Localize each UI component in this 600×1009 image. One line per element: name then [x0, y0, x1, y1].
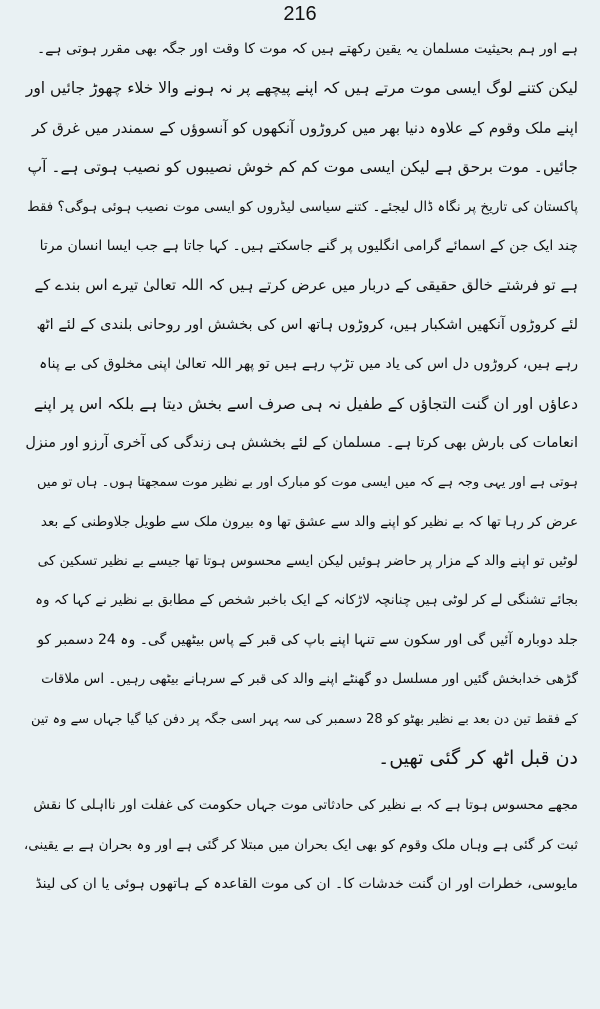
paragraph — [22, 786, 578, 904]
text-line: لوٹیں تو اپنے والد کے مزار پر حاضر ہوئیں لیکن ایسے محسوس ہوتا تھا جیسے بے نظیر تسکین کی — [37, 553, 578, 570]
text-line: رہے ہیں، کروڑوں دل اس کی یاد میں تڑپ رہے ہیں تو پھر اللہ تعالیٰ اپنی مخلوق کی بے پناہ — [39, 356, 578, 373]
paragraph — [22, 30, 578, 778]
text-line: اپنے ملک وقوم کے علاوہ دنیا بھر میں کروڑوں آنکھوں کو آنسوؤں کے سمندر میں غرق کر — [31, 118, 578, 137]
page-number: 216 — [283, 3, 317, 25]
text-line: ثبت کر گئی ہے وہاں ملک وقوم کو بھی ایک بحران میں مبتلا کر گئی ہے اور وہ بحران ہے بے یقینی، — [23, 836, 578, 853]
text-line: دن قبل اٹھ کر گئی تھیں۔ — [378, 747, 578, 770]
text-line: دعاؤں اور ان گنت التجاؤں کے طفیل نہ ہی صرف اسے بخش دیتا ہے بلکہ اس پر اپنے — [33, 394, 578, 413]
text-line: ہوتی ہے اور یہی وجہ ہے کہ میں ایسی موت کو مبارک اور بے نظیر موت سمجھتا ہوں۔ ہاں تو میں — [36, 475, 578, 491]
text-line: کے فقط تین دن بعد بے نظیر بھٹو کو 28 دسمبر کی سہ پہر اسی جگہ پر دفن کیا گیا جہاں سے وہ تین — [30, 711, 578, 727]
text-line: چند ایک جن کے اسمائے گرامی انگلیوں پر گنے جاسکتے ہیں۔ کہا جاتا ہے جب ایسا انسان مرتا — [39, 237, 578, 254]
text-line: انعامات کی بارش بھی کرتا ہے۔ مسلمان کے لئے بخشش ہی زندگی کی آخری آرزو اور منزل — [25, 434, 578, 451]
text-line: بجائے تشنگی لے کر لوٹی ہیں چنانچہ لاڑکانہ کے ایک باخبر شخص کے مطابق بے نظیر نے کہا کہ وہ — [35, 592, 578, 609]
text-line: جلد دوبارہ آئیں گی اور سکون سے تنہا اپنے باپ کی قبر کے پاس بیٹھیں گی۔ وہ 24 دسمبر کو — [37, 631, 578, 648]
text-line: مایوسی، خطرات اور ان گنت خدشات کا۔ ان کی موت القاعدہ کے ہاتھوں ہوئی یا ان کی لینڈ — [35, 876, 578, 893]
text-line: پاکستان کی تاریخ پر نگاہ ڈال لیجئے۔ کتنے سیاسی لیڈروں کو ایسی موت نصیب ہوئی ہوگی؟ فقط — [27, 198, 578, 215]
text-line: ہے اور ہم بحیثیت مسلمان یہ یقین رکھتے ہیں کہ موت کا وقت اور جگہ بھی مقرر ہوتی ہے۔ — [36, 41, 578, 57]
paragraph-gap — [22, 778, 578, 786]
text-line: لیکن کتنے لوگ ایسی موت مرتے ہیں کہ اپنے پیچھے پر نہ ہونے والا خلاء چھوڑ جائیں اور — [25, 79, 578, 98]
text-line: مجھے محسوس ہوتا ہے کہ بے نظیر کی حادثاتی موت جہاں حکومت کی غفلت اور نااہلی کا نقش — [33, 797, 578, 814]
text-line: گڑھی خدابخش گئیں اور مسلسل دو گھنٹے اپنے والد کی قبر کے سرہانے بیٹھی رہیں۔ اس ملاقات — [41, 671, 578, 688]
text-line: عرض کر رہا تھا کہ بے نظیر کو اپنے والد سے عشق تھا وہ بیرون ملک سے طویل جلاوطنی کے بعد — [40, 513, 578, 530]
text-line: لئے کروڑوں آنکھیں اشکبار ہیں، کروڑوں ہاتھ اس کی بخشش اور روحانی بلندی کے لئے اٹھ — [36, 316, 578, 333]
text-line: ہے تو فرشتے خالق حقیقی کے دربار میں عرض کرتے ہیں کہ اللہ تعالیٰ تیرے اس بندے کے — [34, 276, 578, 295]
text-line: جائیں۔ موت برحق ہے لیکن ایسی موت کم کم خوش نصیبوں کو نصیب ہوتی ہے۔ آپ — [27, 158, 578, 177]
